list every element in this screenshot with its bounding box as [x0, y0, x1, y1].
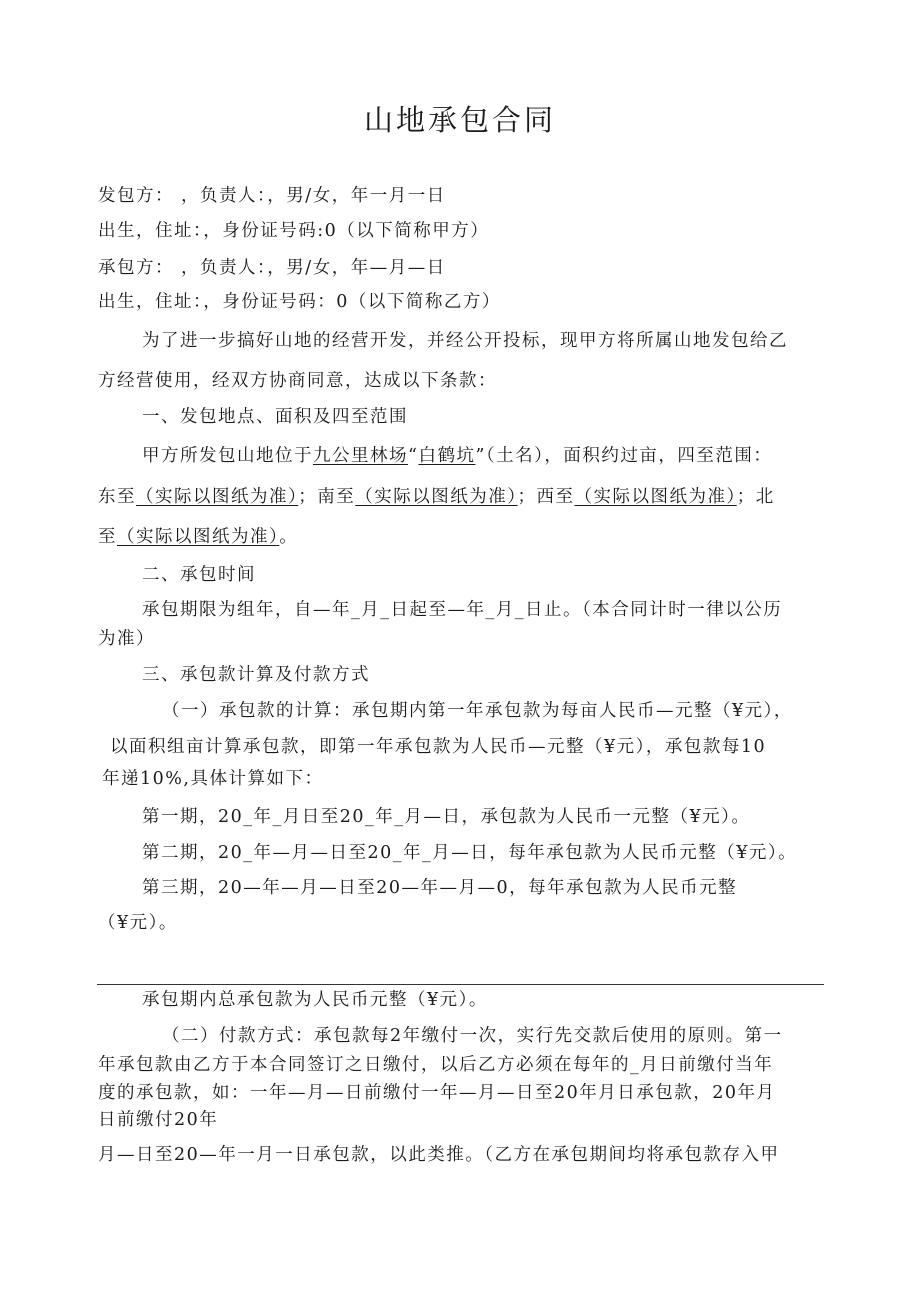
- intro-line-2: 方经营使用，经双方协商同意，达成以下条款：: [98, 371, 497, 391]
- total-amount-line: 承包期内总承包款为人民币元整（¥元）。: [142, 990, 488, 1010]
- party-b-line-2: 出生，住址：，身份证号码：0（以下简称乙方）: [98, 292, 501, 312]
- section-3-heading: 三、承包款计算及付款方式: [142, 665, 370, 685]
- location-quote-open: “: [408, 446, 419, 466]
- section-3-calc-line-1: （一）承包款的计算：承包期内第一年承包款为每亩人民币—元整（¥元），: [162, 701, 793, 721]
- north-label-2: 至: [98, 527, 117, 547]
- section-2-line-2: 为准）: [98, 629, 155, 649]
- payment-line-4: 日前缴付20年: [98, 1110, 219, 1130]
- payment-line-2: 年承包款由乙方于本合同签订之日缴付，以后乙方必须在每年的_月日前缴付当年: [98, 1055, 774, 1075]
- intro-line-1: 为了进一步搞好山地的经营开发，并经公开投标，现甲方将所属山地发包给乙: [142, 331, 788, 351]
- north-label: ；北: [736, 487, 775, 507]
- east-label: 东至: [98, 487, 136, 507]
- section-1-north-line: [98, 525, 298, 549]
- boundaries-end: 。: [279, 527, 299, 547]
- section-3-calc-line-2: 以面积组亩计算承包款，即第一年承包款为人民币—元整（¥元），承包款每10: [110, 737, 767, 757]
- location-place: 九公里林场: [313, 446, 408, 466]
- north-value: （实际以图纸为准）: [117, 527, 280, 547]
- period-1: 第一期，20_年_月日至20_年_月—日，承包款为人民币一元整（¥元）。: [142, 807, 751, 827]
- location-suffix: ”（土名），面积约过亩，四至范围：: [475, 446, 773, 466]
- section-2-heading: 二、承包时间: [142, 565, 256, 585]
- south-label: ；南至: [298, 487, 356, 507]
- period-3-line-2: （¥元）。: [98, 913, 178, 933]
- horizontal-rule: [97, 984, 824, 985]
- party-a-line-2: 出生，住址：，身份证号码:0（以下简称甲方）: [98, 221, 490, 241]
- east-value: （实际以图纸为准）: [136, 487, 299, 507]
- section-2-line-1: 承包期限为组年，自—年_月_日起至—年_月_日止。（本合同计时一律以公历: [142, 600, 783, 620]
- document-title: 山地承包合同: [363, 103, 556, 137]
- period-2: 第二期，20_年—月—日至20_年_月—日，每年承包款为人民币元整（¥元）。: [142, 843, 798, 863]
- section-1-location-line: [142, 444, 772, 468]
- section-1-boundaries-line: [98, 485, 775, 509]
- payment-line-1: （二）付款方式：承包款每2年缴付一次，实行先交款后使用的原则。第一: [162, 1026, 783, 1046]
- west-label: ；西至: [517, 487, 575, 507]
- payment-line-3: 度的承包款，如：一年—月—日前缴付一年—月—日至20年月日承包款，20年月: [98, 1083, 776, 1103]
- location-prefix: 甲方所发包山地位于: [142, 446, 313, 466]
- location-name: 白鹤坑: [418, 446, 476, 466]
- south-value: （实际以图纸为准）: [355, 487, 518, 507]
- period-3-line-1: 第三期，20—年—月—日至20—年—月—0，每年承包款为人民币元整: [142, 878, 738, 898]
- section-3-calc-line-3: 年递10%,具体计算如下：: [102, 769, 324, 789]
- payment-line-5: 月—日至20—年一月一日承包款，以此类推。（乙方在承包期间均将承包款存入甲: [98, 1145, 780, 1165]
- party-a-line-1: 发包方： ，负责人：，男/女，年一月一日: [98, 186, 446, 206]
- west-value: （实际以图纸为准）: [574, 487, 737, 507]
- section-1-heading: 一、发包地点、面积及四至范围: [142, 407, 408, 427]
- party-b-line-1: 承包方： ，负责人：，男/女，年—月—日: [98, 258, 446, 278]
